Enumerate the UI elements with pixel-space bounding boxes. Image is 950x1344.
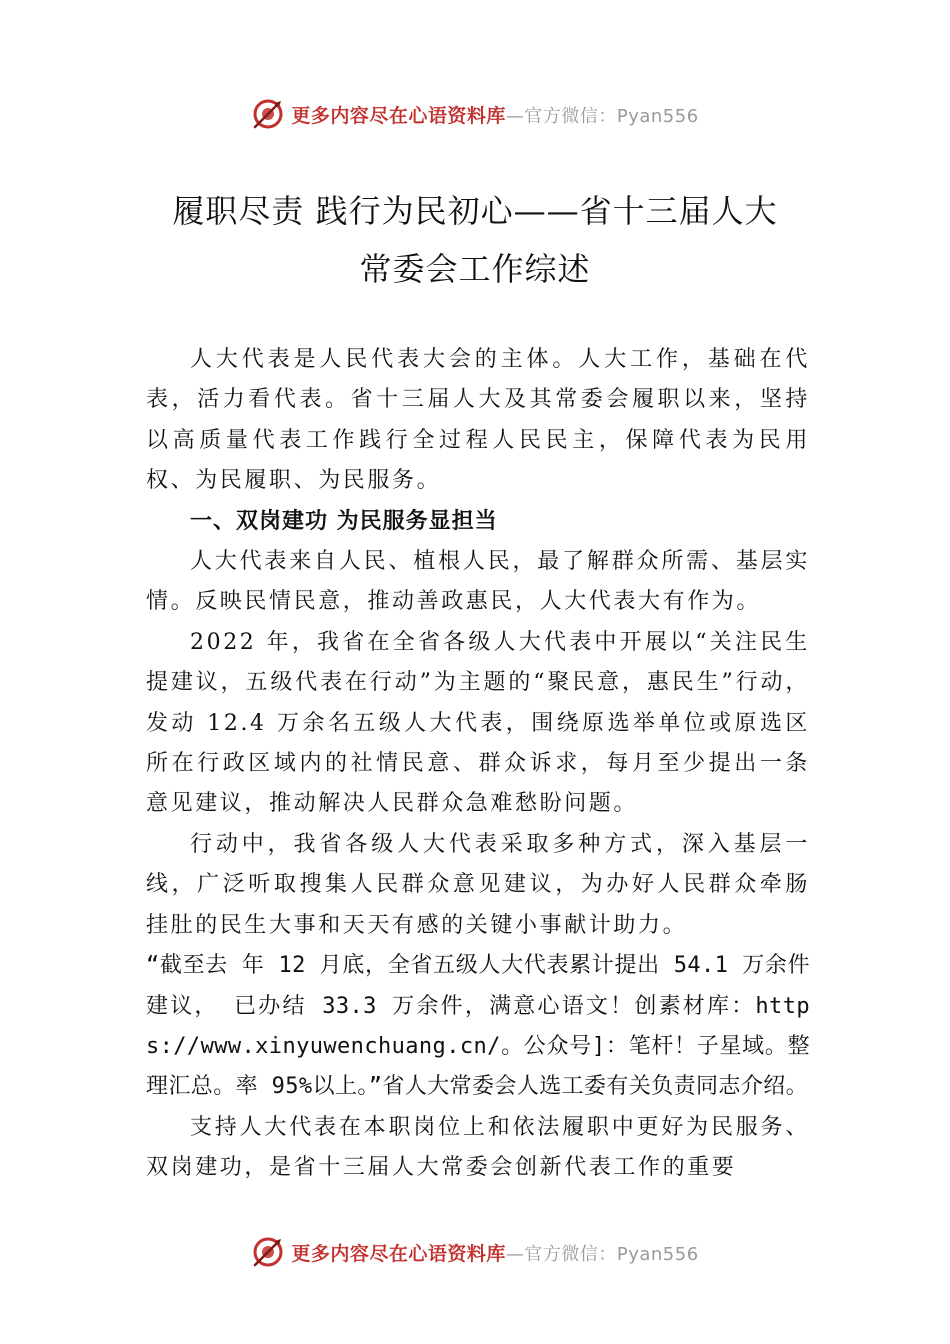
paragraph-support: 支持人大代表在本职岗位上和依法履职中更好为民服务、双岗建功，是省十三届人大常委会创新代表工作的重要 bbox=[146, 1114, 810, 1181]
document-title-line-1: 履职尽责 践行为民初心——省十三届人大 bbox=[172, 192, 778, 230]
document-title-line-2: 常委会工作综述 bbox=[359, 250, 591, 288]
document-body bbox=[146, 340, 810, 1189]
watermark-dash: — bbox=[505, 1243, 525, 1265]
watermark-wechat-id: Pyan556 bbox=[616, 105, 699, 127]
paragraph-intro: 人大代表是人民代表大会的主体。人大工作，基础在代表，活力看代表。省十三届人大及其常委会履职以来，坚持以高质量代表工作践行全过程人民民主，保障代表为民用权、为民履职、为民服务。 bbox=[146, 347, 810, 494]
watermark-wechat-label: 官方微信： bbox=[524, 105, 617, 127]
quill-seal-icon bbox=[251, 97, 285, 131]
footer-watermark-text bbox=[291, 1239, 698, 1266]
watermark-wechat-id: Pyan556 bbox=[616, 1243, 699, 1265]
paragraph-action: 行动中，我省各级人大代表采取多种方式，深入基层一线，广泛听取搜集人民群众意见建议，为办好人民群众牵肠挂肚的民生大事和天天有感的关键小事献计助力。 bbox=[146, 831, 810, 938]
paragraph-representatives: 人大代表来自人民、植根人民，最了解群众所需、基层实情。反映民情民意，推动善政惠民，人大代表大有作为。 bbox=[146, 549, 810, 615]
footer-watermark-banner bbox=[0, 1232, 950, 1272]
header-watermark-banner bbox=[0, 94, 950, 134]
header-watermark-text bbox=[291, 101, 698, 128]
quill-seal-icon bbox=[251, 1235, 285, 1269]
watermark-dash: — bbox=[505, 105, 525, 127]
section-heading-1: 一、双岗建功 为民服务显担当 bbox=[190, 508, 498, 534]
watermark-wechat-label: 官方微信： bbox=[524, 1243, 617, 1265]
paragraph-quote-statistics: “截至去 年 12 月底，全省五级人大代表累计提出 54.1 万余件建议， 已办结 33.3 万余件，满意心语文！创素材库：https://www.xinyuwenchuang.cn/。公众号]：笔杆！子星域。整理汇总。率 95%以上。”省人大常委会人选工委有关负责同志介绍。 bbox=[146, 953, 810, 1100]
watermark-site-text: 更多内容尽在心语资料库 bbox=[291, 1242, 506, 1265]
watermark-site-text: 更多内容尽在心语资料库 bbox=[291, 104, 506, 127]
paragraph-campaign-2022: 2022 年，我省在全省各级人大代表中开展以“关注民生提建议，五级代表在行动”为主题的“聚民意，惠民生”行动，发动 12.4 万余名五级人大代表，围绕原选举单位或原选区所在行政区域内的社情民意、群众诉求，每月至少提出一条意见建议，推动解决人民群众急难愁盼问题。 bbox=[146, 629, 810, 817]
